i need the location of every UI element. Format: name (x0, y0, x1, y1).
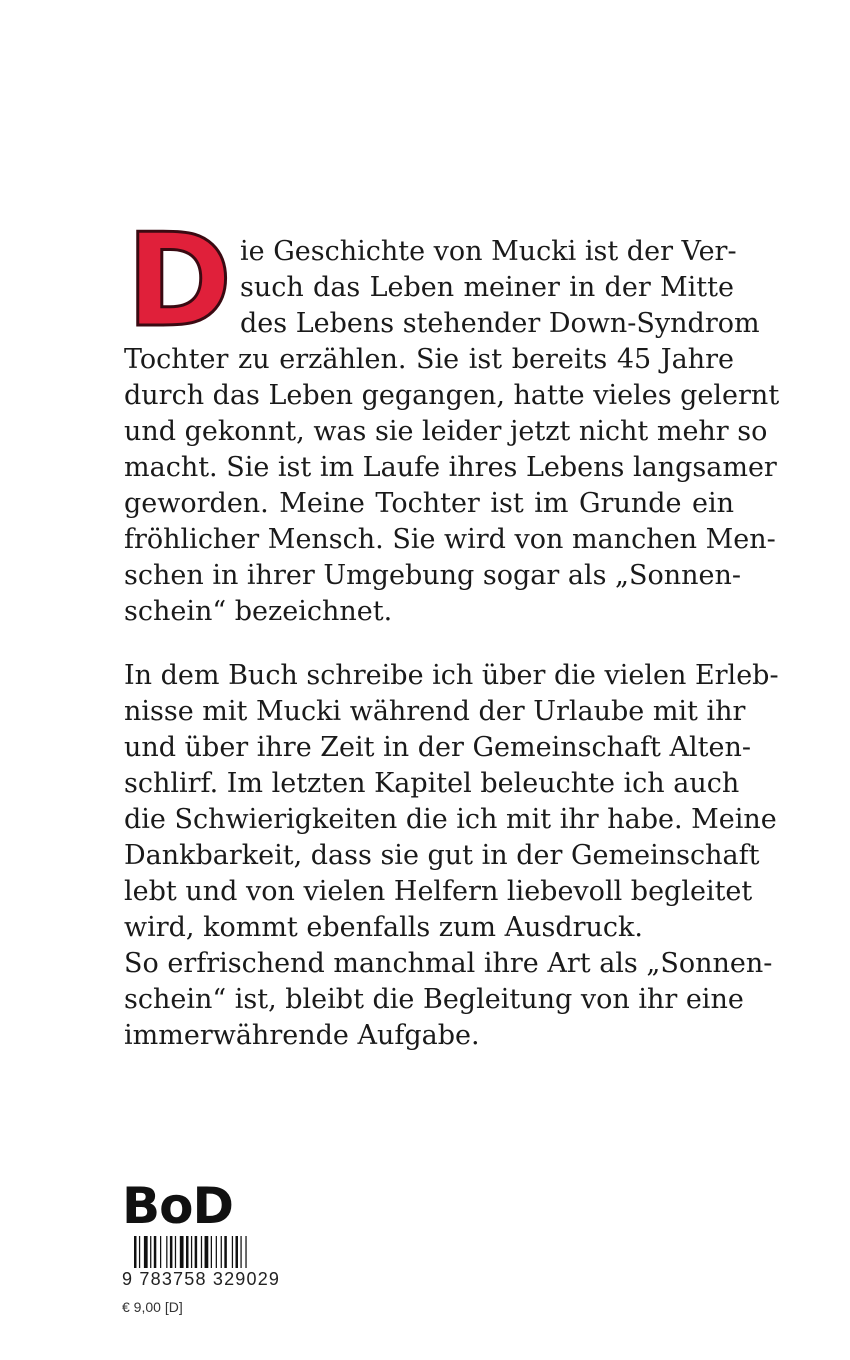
barcode-icon (134, 1236, 304, 1268)
text-line: such das Leben meiner in der Mitte (240, 272, 734, 303)
text-line: durch das Leben gegangen, hatte vieles gelernt (124, 380, 780, 411)
drop-cap-letter: D (126, 207, 229, 356)
text-line: die Schwierigkeiten die ich mit ihr habe. Meine (124, 804, 777, 835)
barcode-bar (191, 1236, 192, 1268)
barcode-bar (221, 1236, 222, 1268)
barcode-bar (211, 1236, 212, 1268)
text-line: nisse mit Mucki während der Urlaube mit ihr (124, 696, 746, 727)
text-line: lebt und von vielen Helfern liebevoll begleitet (124, 876, 753, 907)
barcode-bar (175, 1236, 176, 1268)
text-line: schlirf. Im letzten Kapitel beleuchte ich auch (124, 768, 740, 799)
barcode-bar (240, 1236, 241, 1268)
price-label: € 9,00 [D] (122, 1299, 183, 1315)
text-line: schein“ bezeichnet. (124, 596, 393, 627)
text-line: schen in ihrer Umgebung sogar als „Sonnen- (124, 560, 742, 591)
text-line: immerwährende Aufgabe. (124, 1020, 480, 1051)
barcode-bar (144, 1236, 148, 1268)
barcode-bar (139, 1236, 140, 1268)
barcode-bar (201, 1236, 202, 1268)
isbn-number: 9 783758 329029 (122, 1269, 281, 1289)
text-line: So erfrischend manchmal ihre Art als „Sonnen- (124, 948, 773, 979)
bod-publisher-logo: BoD (122, 1177, 233, 1235)
text-line: des Lebens stehender Down-Syndrom (240, 308, 760, 339)
barcode-bar (154, 1236, 157, 1268)
barcode-bar (166, 1236, 167, 1268)
barcode-bar (170, 1236, 173, 1268)
barcode-bar (216, 1236, 217, 1268)
text-line: In dem Buch schreibe ich über die vielen Erleb- (124, 660, 779, 691)
text-line: und über ihre Zeit in der Gemeinschaft Alten- (124, 732, 751, 763)
barcode-bar (224, 1236, 227, 1268)
barcode-bar (180, 1236, 184, 1268)
text-line: schein“ ist, bleibt die Begleitung von ihr eine (124, 984, 744, 1015)
text-line: ie Geschichte von Mucki ist der Ver- (240, 236, 737, 267)
barcode-bar (205, 1236, 209, 1268)
barcode-bar (160, 1236, 161, 1268)
text-line: macht. Sie ist im Laufe ihres Lebens langsamer (124, 452, 777, 483)
text-line: und gekonnt, was sie leider jetzt nicht mehr so (124, 416, 768, 447)
barcode-bar (236, 1236, 239, 1268)
text-line: wird, kommt ebenfalls zum Ausdruck. (124, 912, 643, 943)
barcode-bar (186, 1236, 189, 1268)
barcode-bar (134, 1236, 137, 1268)
barcode-bar (150, 1236, 151, 1268)
text-line: Dankbarkeit, dass sie gut in der Gemeinschaft (124, 840, 760, 871)
text-line: geworden. Meine Tochter ist im Grunde ein (124, 488, 734, 519)
barcode-bar (245, 1236, 246, 1268)
barcode-bar (232, 1236, 233, 1268)
barcode-bar (195, 1236, 198, 1268)
text-line: fröhlicher Mensch. Sie wird von manchen Men- (124, 524, 776, 555)
text-line: Tochter zu erzählen. Sie ist bereits 45 Jahre (124, 344, 734, 375)
